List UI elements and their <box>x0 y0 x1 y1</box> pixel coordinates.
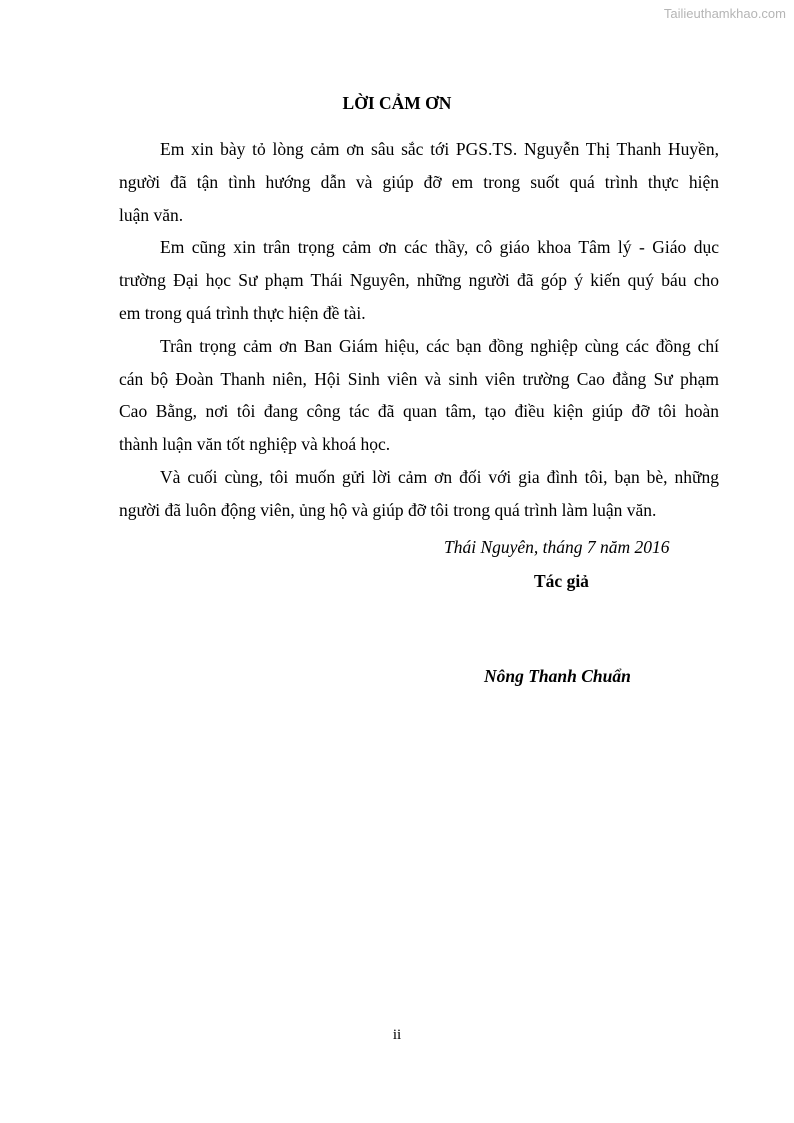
paragraph <box>119 461 719 527</box>
paragraph-line: trường Đại học Sư phạm Thái Nguyên, những người đã góp ý kiến quý báu cho <box>119 270 719 291</box>
document-body <box>119 133 719 527</box>
paragraph-line: thành luận văn tốt nghiệp và khoá học. <box>119 434 391 455</box>
paragraph-line: cán bộ Đoàn Thanh niên, Hội Sinh viên và sinh viên trường Cao đẳng Sư phạm <box>119 368 719 389</box>
paragraph <box>119 330 719 461</box>
paragraph-line: Em cũng xin trân trọng cảm ơn các thầy, cô giáo khoa Tâm lý - Giáo dục <box>160 237 719 258</box>
paragraph-line: em trong quá trình thực hiện đề tài. <box>119 302 366 323</box>
author-name: Nông Thanh Chuẩn <box>484 666 631 686</box>
paragraph-line: Cao Bằng, nơi tôi đang công tác đã quan tâm, tạo điều kiện giúp đỡ tôi hoàn <box>119 401 719 422</box>
paragraph-line: người đã luôn động viên, ủng hộ và giúp đỡ tôi trong quá trình làm luận văn. <box>119 499 657 520</box>
author-role: Tác giả <box>534 571 589 591</box>
paragraph <box>119 133 719 231</box>
paragraph-line: Trân trọng cảm ơn Ban Giám hiệu, các bạn đồng nghiệp cùng các đồng chí <box>160 335 719 356</box>
page-number: ii <box>392 1027 402 1043</box>
paragraph-line: Em xin bày tỏ lòng cảm ơn sâu sắc tới PGS.TS. Nguyễn Thị Thanh Huyền, <box>160 139 719 159</box>
paragraph <box>119 231 719 329</box>
page-title: LỜI CẢM ƠN <box>342 93 452 113</box>
watermark: Tailieuthamkhao.com <box>663 6 786 21</box>
paragraph-line: Và cuối cùng, tôi muốn gửi lời cảm ơn đối với gia đình tôi, bạn bè, những <box>160 466 719 487</box>
place-date: Thái Nguyên, tháng 7 năm 2016 <box>444 537 670 557</box>
paragraph-line: người đã tận tình hướng dẫn và giúp đỡ em trong suốt quá trình thực hiện <box>119 171 719 192</box>
paragraph-line: luận văn. <box>119 204 184 225</box>
